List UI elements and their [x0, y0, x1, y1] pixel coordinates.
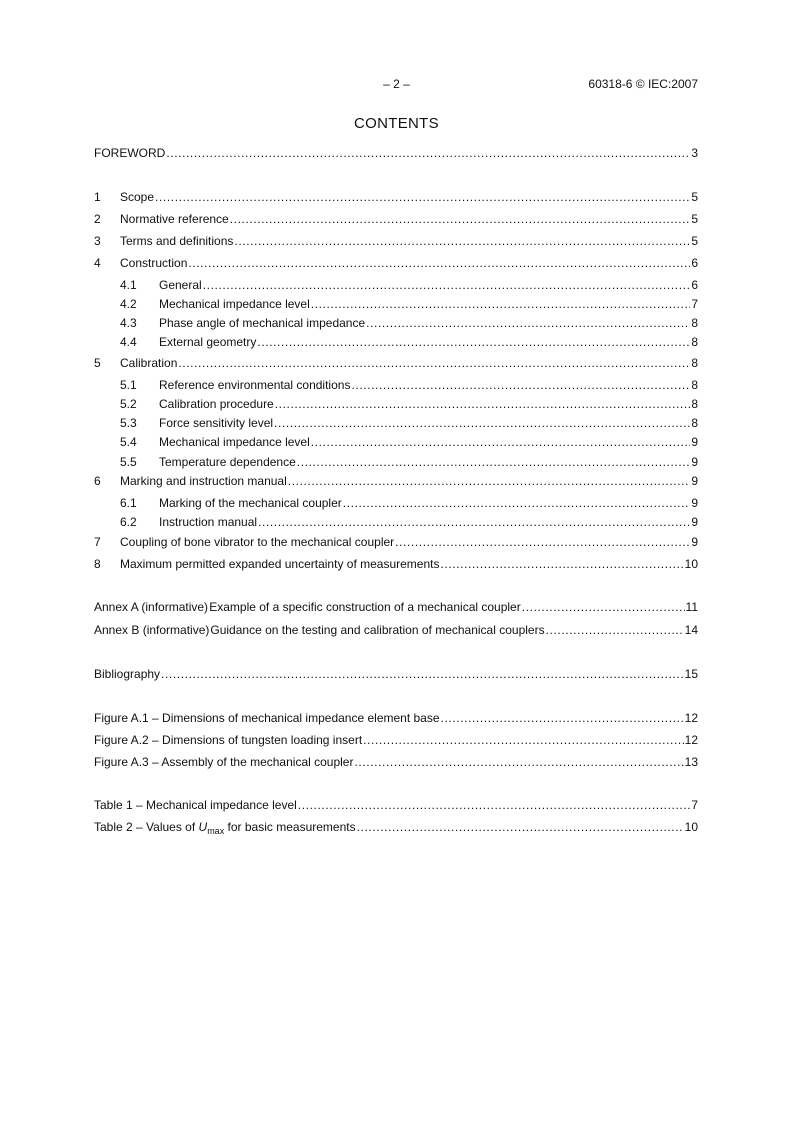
toc-entry-bibliography[interactable]: Bibliography ..... 15 — [94, 667, 698, 683]
toc-entry-label: FOREWORD — [94, 146, 166, 160]
toc-entry-clause[interactable]: 6 Marking and instruction manual ..... 9 — [94, 474, 698, 490]
toc-entry-subclause[interactable]: 6.2 Instruction manual ..... 9 — [94, 515, 698, 531]
toc-entry-table[interactable]: Table 1 – Mechanical impedance level ..... 7 — [94, 798, 698, 814]
toc-entry-subclause[interactable]: 5.5 Temperature dependence ..... 9 — [94, 455, 698, 471]
toc-entry-annex[interactable]: Annex B (informative) Guidance on the testing and calibration of mechanical couplers ..... 14 — [94, 623, 698, 639]
toc-entry-subclause[interactable]: 4.1 General ..... 6 — [94, 278, 698, 294]
toc-entry-clause[interactable]: 1 Scope ..... 5 — [94, 190, 698, 206]
toc-entry-clause[interactable]: 4 Construction ..... 6 — [94, 256, 698, 272]
toc-entry-subclause[interactable]: 4.3 Phase angle of mechanical impedance ..... 8 — [94, 316, 698, 332]
symbol-u-max: U — [198, 820, 208, 834]
toc-entry-table[interactable]: Table 2 – Values of $U_{max}$ for basic measurements ..... 10 — [94, 820, 698, 836]
toc-entry-clause[interactable]: 7 Coupling of bone vibrator to the mechanical coupler ..... 9 — [94, 535, 698, 551]
toc-entry-subclause[interactable]: 5.2 Calibration procedure ..... 8 — [94, 397, 698, 413]
toc-entry-clause[interactable]: 8 Maximum permitted expanded uncertainty of measurements ..... 10 — [94, 557, 698, 573]
toc-entry-clause[interactable]: 2 Normative reference ..... 5 — [94, 212, 698, 228]
toc-entry-clause[interactable]: 5 Calibration ..... 8 — [94, 356, 698, 372]
toc-entry-subclause[interactable]: 6.1 Marking of the mechanical coupler ..... 9 — [94, 496, 698, 512]
toc-entry-subclause[interactable]: 4.4 External geometry ..... 8 — [94, 335, 698, 351]
toc-entry-figure[interactable]: Figure A.2 – Dimensions of tungsten loading insert ..... 12 — [94, 733, 698, 749]
toc-entry-subclause[interactable]: 4.2 Mechanical impedance level ..... 7 — [94, 297, 698, 313]
toc-entry-subclause[interactable]: 5.3 Force sensitivity level ..... 8 — [94, 416, 698, 432]
toc-entry-figure[interactable]: Figure A.3 – Assembly of the mechanical coupler ..... 13 — [94, 755, 698, 771]
toc-entry-figure[interactable]: Figure A.1 – Dimensions of mechanical impedance element base ..... 12 — [94, 711, 698, 727]
toc-entry-annex[interactable]: Annex A (informative) Example of a specific construction of a mechanical coupler ..... 11 — [94, 600, 698, 616]
standard-reference: 60318-6 © IEC:2007 — [588, 77, 698, 91]
toc-entry-clause[interactable]: 3 Terms and definitions ..... 5 — [94, 234, 698, 250]
page-number: – 2 – — [383, 77, 410, 91]
toc-entry-foreword[interactable] — [94, 146, 698, 162]
toc-entry-subclause[interactable]: 5.1 Reference environmental conditions ..... 8 — [94, 378, 698, 394]
page-title: CONTENTS — [354, 115, 439, 132]
toc-entry-page: 3 — [691, 146, 698, 160]
toc-entry-subclause[interactable]: 5.4 Mechanical impedance level ..... 9 — [94, 435, 698, 451]
